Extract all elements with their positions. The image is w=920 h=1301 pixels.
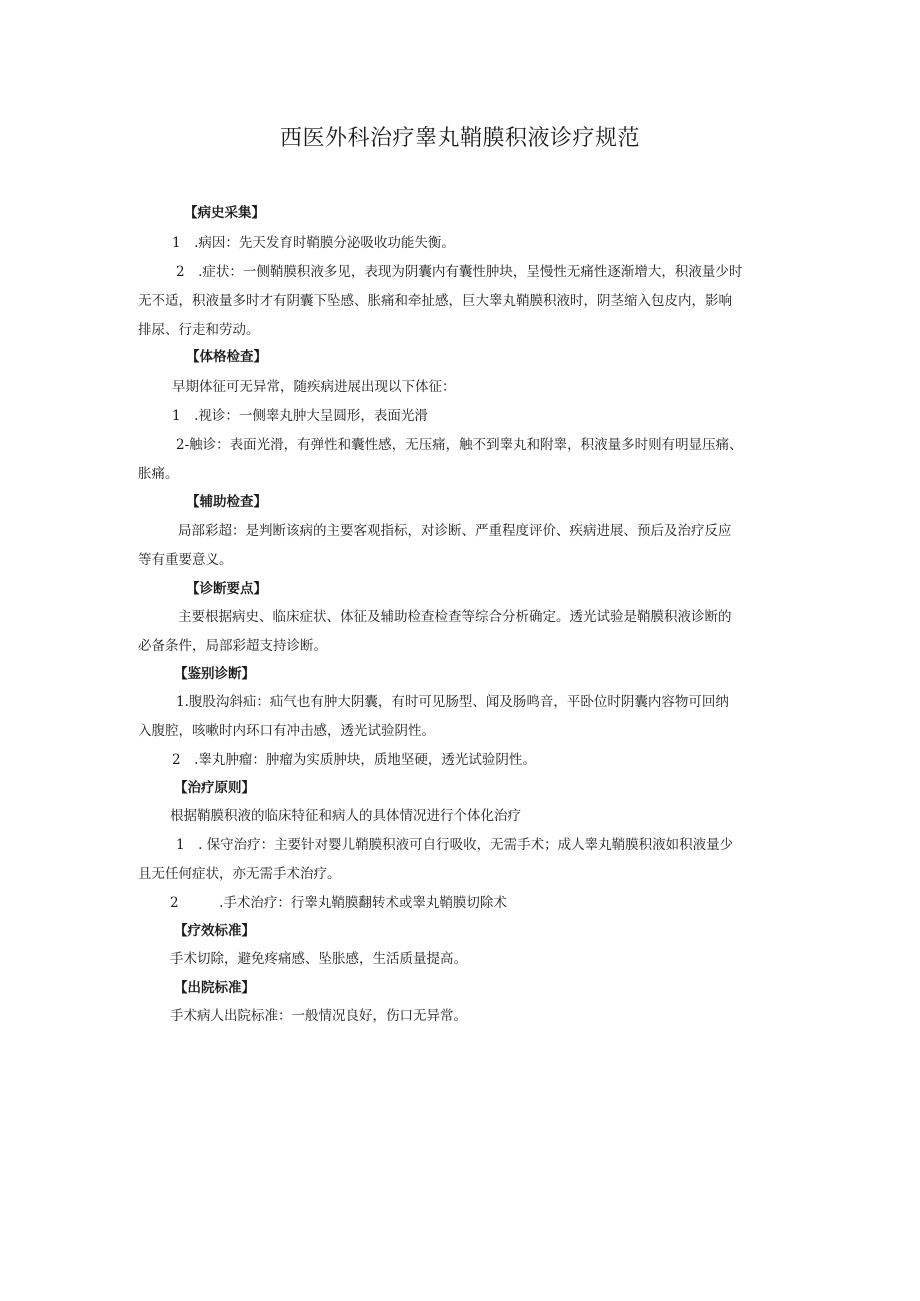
paragraph-line: 2 .手术治疗：行睾丸鞘膜翻转术或睾丸鞘膜切除术 [170,895,507,911]
paragraph-line: 等有重要意义。 [138,552,233,568]
paragraph-line: 主要根据病史、临床症状、体征及辅助检查检查等综合分析确定。透光试验是鞘膜积液诊断的 [178,609,732,625]
paragraph-line: 无不适，积液量多时才有阴囊下坠感、胀痛和牵扯感，巨大睾丸鞘膜积液时，阴茎缩入包皮内，影响 [138,293,732,309]
paragraph-line: 根据鞘膜积液的临床特征和病人的具体情况进行个体化治疗 [170,808,521,824]
paragraph-line: 2 .睾丸肿瘤：肿瘤为实质肿块，质地坚硬，透光试验阴性。 [172,752,536,768]
paragraph-line: 手术切除，避免疼痛感、坠胀感，生活质量提高。 [170,951,467,967]
paragraph-line: 排尿、行走和劳动。 [138,322,260,338]
paragraph-line: 局部彩超：是判断该病的主要客观指标，对诊断、严重程度评价、疾病进展、预后及治疗反应 [178,523,732,539]
section-heading-physical: 【体格检查】 [186,349,267,365]
paragraph-line: 2-触诊：表面光滑，有弹性和囊性感，无压痛，触不到睾丸和附睾，积液量多时则有明显压痛、 [176,437,743,453]
section-heading-history: 【病史采集】 [184,205,265,221]
section-heading-treatment: 【治疗原则】 [174,780,255,796]
paragraph-line: 手术病人出院标准：一般情况良好，伤口无异常。 [170,1008,467,1024]
paragraph-line: 必备条件，局部彩超支持诊断。 [138,638,327,654]
document-title: 西医外科治疗睾丸鞘膜积液诊疗规范 [279,126,640,151]
paragraph-line: 入腹腔，咳嗽时内环口有冲击感，透光试验阴性。 [138,723,435,739]
paragraph-line: 早期体征可无异常，随疾病进展出现以下体征： [172,379,456,395]
section-heading-discharge: 【出院标准】 [174,980,255,996]
paragraph-line: 1.腹股沟斜疝：疝气也有肿大阴囊，有时可见肠型、闻及肠鸣音，平卧位时阴囊内容物可回纳 [176,694,729,710]
section-heading-efficacy: 【疗效标准】 [174,923,255,939]
section-heading-auxiliary: 【辅助检查】 [186,494,267,510]
paragraph-line: 且无任何症状，亦无需手术治疗。 [138,866,341,882]
paragraph-line: 2 .症状：一侧鞘膜积液多见，表现为阴囊内有囊性肿块，呈慢性无痛性逐渐增大，积液量少时 [176,264,743,280]
section-heading-differential: 【鉴别诊断】 [174,666,255,682]
section-heading-diagnosis: 【诊断要点】 [186,581,267,597]
paragraph-line: 1 . 保守治疗：主要针对婴儿鞘膜积液可自行吸收，无需手术；成人睾丸鞘膜积液如积液量少 [176,837,734,853]
paragraph-line: 胀痛。 [138,466,179,482]
paragraph-line: 1 .病因：先天发育时鞘膜分泌吸收功能失衡。 [172,235,455,251]
paragraph-line: 1 .视诊：一侧睾丸肿大呈圆形，表面光滑 [172,408,428,424]
